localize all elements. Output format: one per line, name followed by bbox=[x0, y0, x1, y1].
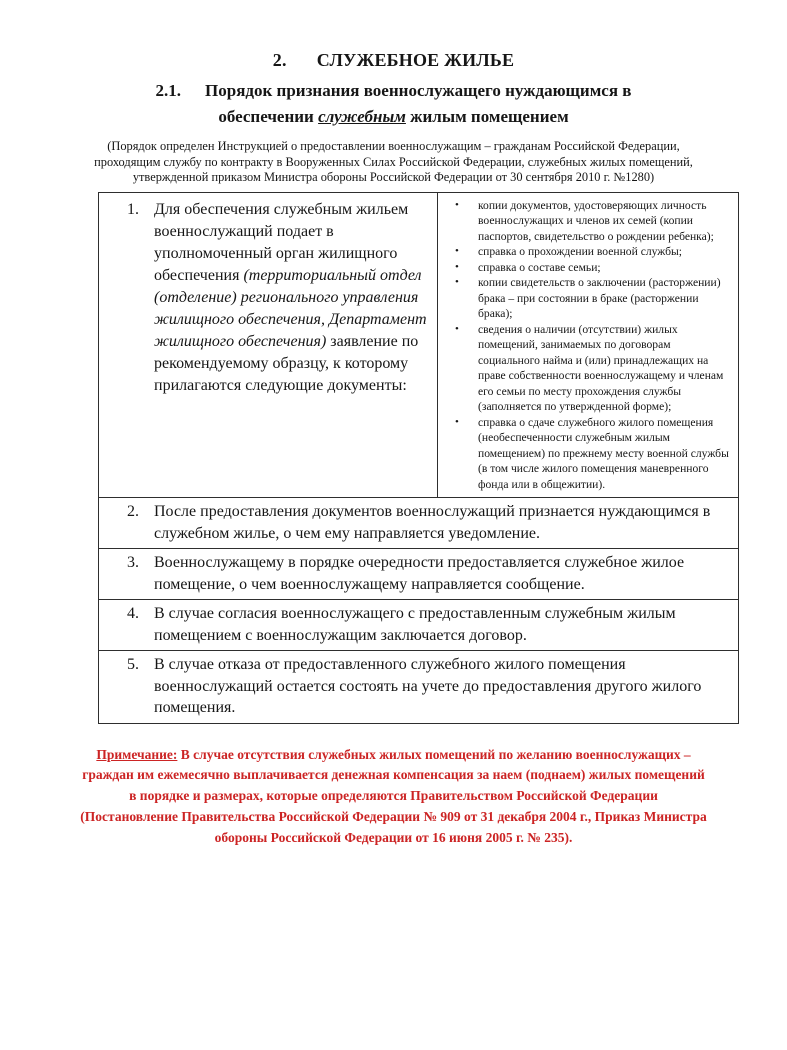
step-4-number: 4. bbox=[127, 605, 139, 623]
step-1-text-before: Для обеспечения служебным жильем военнослужащий подает в уполномоченный орган жилищного обеспечения bbox=[154, 200, 409, 284]
step-1-cell bbox=[99, 193, 438, 498]
step-3-item bbox=[127, 552, 728, 595]
step-4-item bbox=[127, 603, 728, 646]
step-3-number: 3. bbox=[127, 554, 139, 572]
table-row-4 bbox=[99, 599, 738, 650]
bullet-icon: • bbox=[455, 415, 459, 428]
section-title-text: СЛУЖЕБНОЕ ЖИЛЬЕ bbox=[316, 50, 515, 70]
legal-basis-paragraph: (Порядок определен Инструкцией о предоставлении военнослужащим – гражданам Российской Федерации, проходящим службу по контракту в Вооруженных Силах Российской Федерации, служебных жилых помещений, утвержденной приказом Министра обороны Российской Федерации от 30 сентября 2010 г. №1280) bbox=[94, 139, 693, 185]
procedure-table bbox=[98, 192, 739, 724]
document-item-text: справка о сдаче служебного жилого помещения (необеспеченности служебным жилым помещением) по прежнему месту военной службы (в том числе жилого помещения маневренного фонда или в общежитии). bbox=[478, 415, 729, 491]
subsection-heading bbox=[0, 78, 787, 130]
bullet-icon: • bbox=[455, 322, 459, 335]
document-list-item bbox=[452, 322, 732, 415]
table-row-2 bbox=[99, 497, 738, 548]
document-list-item bbox=[452, 275, 732, 322]
subsection-heading-emphasis: служебным bbox=[318, 107, 406, 126]
subsection-heading-line2-before: обеспечении bbox=[218, 107, 319, 126]
document-item-text: справка о прохождении военной службы; bbox=[478, 245, 683, 259]
document-page bbox=[0, 50, 787, 1050]
table-row-5 bbox=[99, 650, 738, 723]
document-item-text: копии свидетельств о заключении (расторжении) брака – при состоянии в браке (расторжении брака); bbox=[478, 276, 721, 321]
document-list-item bbox=[452, 244, 732, 260]
document-item-text: копии документов, удостоверяющих личность военнослужащих и членов их семей (копии паспортов, свидетельство о рождении ребенка); bbox=[478, 198, 714, 243]
subsection-heading-line1: Порядок признания военнослужащего нуждающимся в bbox=[205, 81, 632, 100]
document-list-item bbox=[452, 415, 732, 493]
document-item-text: сведения о наличии (отсутствии) жилых помещений, занимаемых по договорам социального найма и (или) принадлежащих на праве собственности военнослужащему и членам его семьи по месту прохождения службы (заполняется по утвержденной форме); bbox=[478, 322, 724, 414]
step-5-number: 5. bbox=[127, 656, 139, 674]
document-list-item bbox=[452, 198, 732, 245]
step-1-text-italic: (территориальный отдел (отделение) регионального управления жилищного обеспечения, Департамент жилищного обеспечения) bbox=[154, 266, 427, 350]
bullet-icon: • bbox=[455, 198, 459, 211]
step-1-item bbox=[127, 199, 429, 397]
step-2-item bbox=[127, 501, 728, 544]
step-2-number: 2. bbox=[127, 503, 139, 521]
section-number: 2. bbox=[272, 50, 287, 70]
step-1-number: 1. bbox=[127, 200, 139, 218]
step-4-text: В случае согласия военнослужащего с предоставленным служебным жилым помещением с военнослужащим заключается договор. bbox=[154, 605, 676, 644]
subsection-heading-line2-after: жилым помещением bbox=[405, 107, 569, 126]
bullet-icon: • bbox=[455, 260, 459, 273]
table-row-1 bbox=[99, 193, 738, 498]
step-5-text: В случае отказа от предоставленного служебного жилого помещения военнослужащий остается состоять на учете до предоставления другого жилого помещения. bbox=[154, 656, 702, 717]
note-text: В случае отсутствия служебных жилых помещений по желанию военнослужащих – граждан им ежемесячно выплачивается денежная компенсация за наем (поднаем) жилых помещений в порядке и размерах, которые определяются Правительством Российской Федерации (Постановление Правительства Российской Федерации № 909 от 31 декабря 2004 г., Приказ Министра обороны Российской Федерации от 16 июня 2005 г. № 235). bbox=[80, 746, 707, 845]
step-1-text-after: заявление по рекомендуемому образцу, к которому прилагаются следующие документы: bbox=[154, 332, 419, 394]
bullet-icon: • bbox=[455, 245, 459, 258]
note-label: Примечание: bbox=[96, 746, 178, 762]
documents-list-cell bbox=[438, 193, 738, 498]
document-item-text: справка о составе семьи; bbox=[478, 260, 601, 274]
step-3-text: Военнослужащему в порядке очередности предоставляется служебное жилое помещение, о чем военнослужащему направляется сообщение. bbox=[154, 554, 685, 593]
section-title bbox=[0, 50, 787, 71]
step-2-text: После предоставления документов военнослужащий признается нуждающимся в служебном жилье, о чем ему направляется уведомление. bbox=[154, 503, 711, 542]
step-5-item bbox=[127, 654, 728, 719]
bullet-icon: • bbox=[455, 276, 459, 289]
subsection-number: 2.1. bbox=[155, 81, 182, 100]
step-1-text bbox=[154, 199, 429, 397]
document-list-item bbox=[452, 260, 732, 276]
note-paragraph bbox=[80, 745, 708, 849]
table-row-3 bbox=[99, 548, 738, 599]
